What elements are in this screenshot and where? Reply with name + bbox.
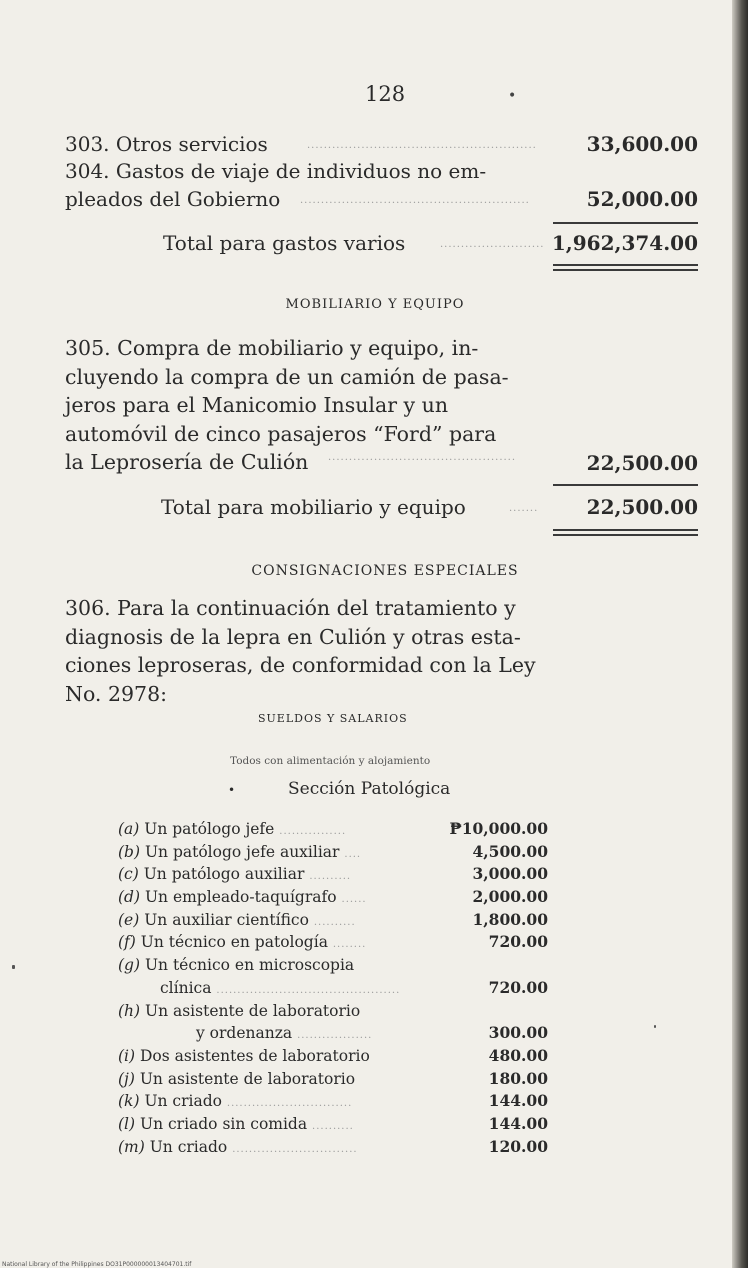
list-item: (l) Un criado sin comida .......... 144.00 — [118, 1113, 548, 1136]
item-letter: (m) — [118, 1137, 145, 1156]
item-304 — [65, 158, 698, 212]
item-amount: 720.00 — [488, 977, 548, 997]
leader-dots: ....................................................... — [307, 140, 537, 151]
section-heading-mobiliario: MOBILIARIO Y EQUIPO — [285, 297, 465, 312]
list-item: (f) Un técnico en patología ........ 720.00 — [118, 931, 548, 954]
ink-mark: • — [508, 88, 517, 104]
item-text: Un criado — [144, 1092, 222, 1111]
item-text: Un empleado-taquígrafo — [144, 888, 337, 907]
item-text: Un patólogo jefe — [144, 820, 275, 838]
item-amount: 144.00 — [488, 1113, 548, 1133]
item-303-label: 303. Otros servicios — [65, 132, 268, 156]
item-305-line: jeros para el Manicomio Insular y un — [65, 393, 449, 417]
item-text: Un patólogo jefe auxiliar — [144, 842, 340, 861]
sueldos-heading: SUELDOS Y SALARIOS — [258, 712, 408, 725]
list-item — [118, 954, 548, 977]
item-text: Un patólogo auxiliar — [143, 865, 305, 884]
list-item: (a) Un patólogo jefe ................ ₱10,000.00 — [118, 818, 548, 841]
item-304-line2: pleados del Gobierno — [65, 187, 281, 211]
item-letter: (d) — [118, 888, 141, 907]
item-text: Dos asistentes de laboratorio — [140, 1046, 370, 1065]
item-305-line: automóvil de cinco pasajeros “Ford” para — [65, 421, 497, 446]
item-amount: 480.00 — [488, 1045, 548, 1065]
page-number: 128 — [365, 82, 406, 106]
item-text: Un criado sin comida — [140, 1114, 308, 1133]
item-letter: (c) — [118, 865, 139, 884]
double-rule-bottom — [553, 534, 698, 536]
item-306 — [65, 594, 536, 708]
item-text: Un técnico en patología — [140, 933, 328, 952]
item-text: Un asistente de laboratorio — [145, 1001, 361, 1020]
item-amount: 300.00 — [488, 1023, 548, 1043]
item-306-line: No. 2978: — [65, 681, 168, 706]
item-304-line1: 304. Gastos de viaje de individuos no em- — [65, 159, 487, 183]
item-text: Un asistente de laboratorio — [139, 1069, 356, 1088]
list-item: (m) Un criado .............................. 120.00 — [118, 1136, 548, 1159]
item-letter: (e) — [118, 910, 140, 929]
sum-rule — [553, 484, 698, 486]
double-rule-top — [553, 529, 698, 531]
item-letter: (f) — [118, 933, 136, 952]
item-letter: (j) — [118, 1069, 135, 1088]
leader-dots: ....................................................... — [300, 195, 530, 206]
item-305-line: cluyendo la compra de un camión de pasa- — [65, 364, 509, 389]
list-item: (e) Un auxiliar científico .......... 1,800.00 — [118, 909, 548, 932]
item-305-amount-row — [65, 450, 698, 476]
item-306-line: ciones leproseras, de conformidad con la Ley — [65, 653, 536, 677]
list-item: (k) Un criado .............................. 144.00 — [118, 1090, 548, 1113]
total-mobiliario — [65, 494, 698, 520]
item-letter: (k) — [118, 1092, 140, 1111]
bullet-mark: • — [228, 783, 236, 797]
salary-list — [118, 818, 548, 1158]
list-item-continuation: y ordenanza .................. 300.00 — [118, 1022, 548, 1045]
total-gastos-amount: 1,962,374.00 — [551, 231, 698, 255]
section-heading-consignaciones: CONSIGNACIONES ESPECIALES — [251, 563, 519, 579]
item-304-amount: 52,000.00 — [586, 187, 698, 211]
total-mobiliario-amount: 22,500.00 — [586, 495, 698, 519]
leader-dots: ....... — [509, 503, 539, 514]
item-letter: (l) — [118, 1114, 136, 1133]
item-amount: 1,800.00 — [472, 909, 548, 929]
scan-speck — [12, 965, 15, 969]
item-text: Un técnico en microscopia — [144, 956, 355, 975]
total-mobiliario-label: Total para mobiliario y equipo — [161, 495, 466, 519]
seccion-title: Sección Patológica — [288, 779, 451, 799]
item-amount: 2,000.00 — [472, 887, 548, 907]
item-amount: 3,000.00 — [472, 864, 548, 884]
item-303-amount: 33,600.00 — [586, 132, 698, 156]
total-gastos-label: Total para gastos varios — [163, 231, 406, 255]
item-305-line: 305. Compra de mobiliario y equipo, in- — [65, 336, 479, 360]
list-item: (c) Un patólogo auxiliar .......... 3,000.00 — [118, 863, 548, 886]
list-item-continuation: clínica ............................................ 720.00 — [118, 977, 548, 1000]
item-amount: ₱10,000.00 — [449, 819, 548, 838]
item-amount: 144.00 — [488, 1091, 548, 1111]
scan-footer: National Library of the Philippines DO31P000000013404701.tif — [2, 1261, 192, 1268]
item-303 — [65, 131, 698, 157]
item-letter: (b) — [118, 842, 141, 861]
list-item — [118, 1045, 548, 1068]
double-rule-top — [553, 264, 698, 266]
item-letter: (a) — [118, 820, 140, 838]
item-305-line: la Leprosería de Culión — [65, 450, 309, 474]
list-item — [118, 1068, 548, 1091]
item-text: y ordenanza — [196, 1024, 293, 1043]
item-306-line: diagnosis de la lepra en Culión y otras esta- — [65, 624, 521, 649]
list-item: (d) Un empleado-taquígrafo ...... 2,000.00 — [118, 886, 548, 909]
leader-dots: ............................................. — [328, 452, 517, 463]
list-item: (b) Un patólogo jefe auxiliar .... 4,500.00 — [118, 841, 548, 864]
sum-rule — [553, 222, 698, 224]
item-text: Un criado — [149, 1137, 228, 1156]
item-amount: 180.00 — [488, 1068, 548, 1088]
item-amount: 120.00 — [488, 1136, 548, 1156]
item-text: clínica — [160, 978, 212, 997]
todos-note: Todos con alimentación y alojamiento — [230, 755, 431, 767]
scan-speck — [654, 1025, 656, 1028]
double-rule-bottom — [553, 269, 698, 271]
total-gastos-varios — [65, 230, 698, 256]
item-letter: (h) — [118, 1001, 141, 1020]
item-305-amount: 22,500.00 — [586, 451, 698, 475]
item-text: Un auxiliar científico — [144, 910, 309, 929]
item-letter: (g) — [118, 956, 141, 975]
item-letter: (i) — [118, 1046, 136, 1065]
item-amount: 4,500.00 — [472, 841, 548, 861]
page-edge-shadow — [732, 0, 748, 1268]
item-306-line: 306. Para la continuación del tratamiento y — [65, 596, 516, 620]
list-item — [118, 1000, 548, 1023]
item-amount: 720.00 — [488, 932, 548, 952]
leader-dots: ......................... — [440, 239, 545, 250]
